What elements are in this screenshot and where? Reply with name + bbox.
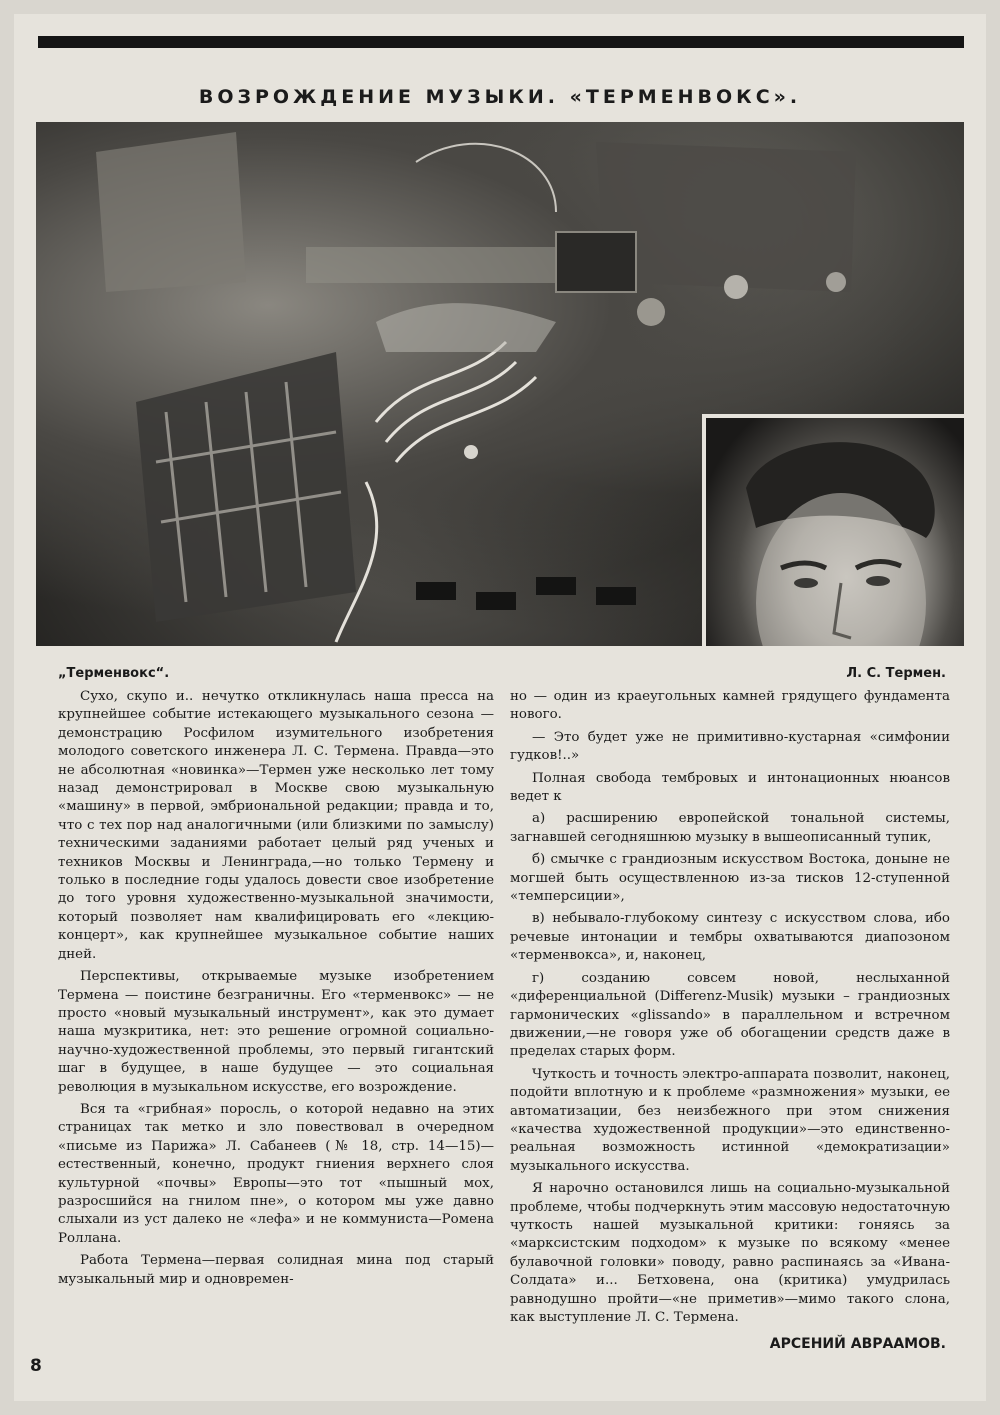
paragraph: Вся та «грибная» поросль, о которой недавно на этих страницах так метко и зло повествовал в очередном «письме из Парижа» Л. Сабанеев (№ 18, стр. 14—15)—естественный, конечно, продукт гниения верхнего слоя культурной «почвы» Европы—это тот «пышный мох, разросшийся на гнилом пне», о котором мы уже давно слыхали из уст далеко не «лефа» и не коммуниста—Ромена Роллана.	[58, 1101, 494, 1246]
header-rule	[38, 36, 964, 48]
paragraph: Чуткость и точность электро-аппарата позволит, наконец, подойти вплотную и к проблеме «размножения» музыки, ее автоматизации, без неизбежного при этом снижения «качества художественной продукции»—это единственно-реальная возможность истинной «демократизации» музыкального искусства.	[510, 1066, 950, 1174]
paragraph: Работа Термена—первая солидная мина под старый музыкальный мир и одновремен-	[58, 1253, 494, 1287]
paragraph: Перспективы, открываемые музыке изобретением Термена — поистине безграничны. Его «терменвокс» — не просто «новый музыкальный инструмент», как это думает наша музкритика, нет: это решение огромной социально-научно-художественной проблемы, это первый гигантский шаг в будущее, в наше будущее — это социальная революция в музыкальном искусстве, его возрождение.	[58, 969, 494, 1095]
theremin-photo	[36, 122, 964, 646]
article-title: ВОЗРОЖДЕНИЕ МУЗЫКИ. «ТЕРМЕНВОКС».	[198, 86, 802, 108]
article-column-left	[58, 688, 494, 1289]
paragraph: но — один из краеугольных камней грядущего фундамента нового.	[510, 689, 950, 723]
portrait-face-illustration	[706, 418, 964, 646]
paragraph: Полная свобода тембровых и интонационных нюансов ведет к	[510, 770, 950, 805]
photo-caption-device: „Терменвокс“.	[58, 666, 170, 681]
photo-caption-portrait: Л. С. Термен.	[846, 666, 946, 681]
magazine-page	[14, 14, 986, 1401]
article-column-right	[510, 688, 950, 1327]
termen-portrait	[702, 414, 964, 646]
paragraph: Сухо, скупо и.. нечутко откликнулась наша пресса на крупнейшее событие истекающего музыкального сезона — демонстрацию Росфилом изумительного изобретения молодого советского инженера Л. С. Термена. Правда—это не абсолютная «новинка»—Термен уже несколько лет тому назад демонстрировал в Москве свою музыкальную «машину» в первой, эмбриональной редакции; правда и то, что с тех пор над аналогичными (или близкими по замыслу) техническими заданиями работает целый ряд ученых и техников Москвы и Ленинграда,—но только Термену и только в последние годы удалось довести свое изобретение до того уровня художественно-музыкальной значимости, который позволяет нам квалифицировать его «лекцию-концерт», как крупнейшее музыкальное событие наших дней.	[58, 689, 494, 962]
paragraph: — Это будет уже не примитивно-кустарная «симфонии гудков!..»	[510, 729, 950, 764]
list-item: б) смычке с грандиозным искусством Востока, доныне не могшей быть осуществленною из-за тисков 12-ступенной «темперсиции»,	[510, 852, 950, 905]
paragraph: Я нарочно остановился лишь на социально-музыкальной проблеме, чтобы подчеркнуть этим массовую недостаточную чуткость нашей музыкальной критики: гоняясь за «марксистским подходом» к музыке по всякому «менее булавочной головки» поводу, равно распинаясь за «Ивана-Солдата» и... Бетховена, она (критика) умудрилась равнодушно пройти—«не приметив»—мимо такого слона, как выступление Л. С. Термена.	[510, 1181, 950, 1325]
page-number: 8	[30, 1356, 42, 1376]
author-signature: АРСЕНИЙ АВРААМОВ.	[769, 1336, 946, 1352]
list-item: а) расширению европейской тональной системы, загнавшей сегодняшнюю музыку в вышеописанный тупик,	[510, 811, 950, 845]
list-item: в) небывало-глубокому синтезу с искусством слова, ибо речевые интонации и тембры охватываются диапозоном «терменвокса», и, наконец,	[510, 911, 950, 964]
list-item: г) созданию совсем новой, неслыханной «диференциальной (Differenz-Musik) музыки – грандиозных гармонических «glissando» в параллельном и встречном движении,—не говоря уже об обогащении средств даже в пределах старых форм.	[510, 970, 950, 1060]
